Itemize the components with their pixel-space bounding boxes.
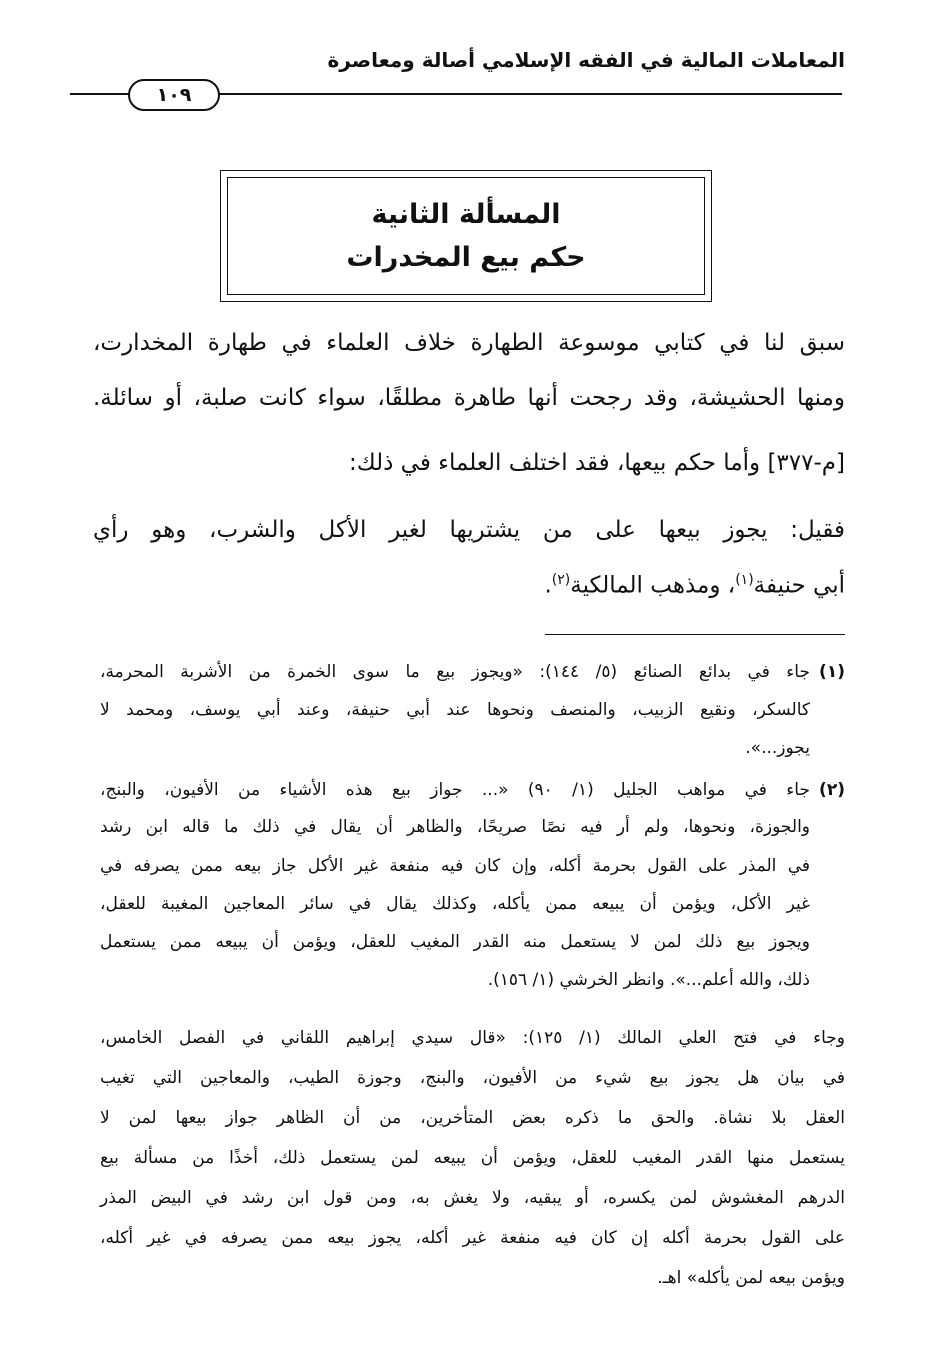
footnote-1-line-2: كالسكر، ونقيع الزبيب، والمنصف ونحوها عند أبي حنيفة، وعند أبي يوسف، ومحمد لا bbox=[100, 700, 810, 720]
footnote-separator bbox=[545, 634, 845, 635]
footnote-2-line-4: غير الأكل، ويؤمن أن يبيعه ممن يأكله، وكذلك يقال في سائر المعاجين المغيبة للعقل، bbox=[100, 894, 810, 914]
paragraph-2: [م-٣٧٧] وأما حكم بيعها، فقد اختلف العلماء في ذلك: bbox=[348, 450, 845, 476]
section-title-frame bbox=[220, 170, 712, 302]
footnote-2-marker: (٢) bbox=[819, 780, 845, 800]
paragraph-3-text-c: . bbox=[544, 572, 552, 599]
footnote-2-continuation-line-1: وجاء في فتح العلي المالك (١/ ١٢٥): «قال سيدي إبراهيم اللقاني في الفصل الخامس، bbox=[100, 1028, 846, 1048]
footnote-2-continuation-line-5: الدرهم المغشوش لمن يكسره، أو يبقيه، ولا يغش به، ومن قول ابن رشد في البيض المذر bbox=[100, 1188, 845, 1208]
footnote-2-continuation-line-7: ويؤمن بيعه لمن يأكله» اهـ. bbox=[657, 1268, 845, 1288]
footnote-1-line-3: يجوز...». bbox=[745, 738, 810, 758]
footnote-2-line-6: ذلك، والله أعلم...». وانظر الخرشي (١/ ١٥٦). bbox=[487, 970, 810, 990]
section-title-line-1: المسألة الثانية bbox=[371, 199, 561, 230]
section-title-inner-frame bbox=[227, 177, 705, 295]
footnote-2-continuation-line-4: يستعمل منها القدر المغيب للعقل، ويؤمن أن يبيعه لمن يستعمل ذلك، أخذًا من مسألة بيع bbox=[100, 1148, 845, 1168]
footnote-1-line-1: جاء في بدائع الصنائع (٥/ ١٤٤): «ويجوز بيع ما سوى الخمرة من الأشربة المحرمة، bbox=[100, 662, 810, 682]
page-number: ١٠٩ bbox=[128, 79, 220, 111]
section-title-line-2: حكم بيع المخدرات bbox=[346, 242, 586, 273]
paragraph-3-line-1: فقيل: يجوز بيعها على من يشتريها لغير الأكل والشرب، وهو رأي bbox=[93, 517, 845, 543]
footnote-2-line-3: في المذر على القول بحرمة أكله، وإن كان فيه منفعة غير الأكل جاز بيعه ممن يصرفه في bbox=[100, 856, 810, 876]
footnote-1-marker: (١) bbox=[819, 662, 845, 682]
footnote-2-continuation-line-6: على القول بحرمة أكله إن كان فيه منفعة غير أكله، يجوز بيعه ممن يصرفه في غير أكله، bbox=[100, 1228, 845, 1248]
paragraph-1-line-1: سبق لنا في كتابي موسوعة الطهارة خلاف العلماء في طهارة المخدارت، bbox=[93, 330, 845, 356]
paragraph-1-line-2: ومنها الحشيشة، وقد رجحت أنها طاهرة مطلقًا، سواء كانت صلبة، أو سائلة. bbox=[93, 385, 845, 411]
paragraph-3-text-b: ، ومذهب المالكية bbox=[570, 572, 736, 599]
paragraph-3-text-a: أبي حنيفة bbox=[753, 572, 845, 599]
footnote-ref-2[interactable]: (٢) bbox=[551, 572, 571, 588]
footnote-2-line-1: جاء في مواهب الجليل (١/ ٩٠) «... جواز بيع هذه الأشياء من الأفيون، والبنج، bbox=[100, 780, 810, 800]
footnote-2-line-5: ويجوز بيع ذلك لمن لا يستعمل منه القدر المغيب للعقل، ويؤمن أن يبيعه ممن يستعمل bbox=[100, 932, 810, 952]
footnote-2-line-2: والجوزة، ونحوها، ولم أر فيه نصًا صريحًا، والظاهر أن يقال في ذلك ما قاله ابن رشد bbox=[100, 817, 810, 837]
running-head-title: المعاملات المالية في الفقه الإسلامي أصالة ومعاصرة bbox=[327, 48, 845, 72]
footnote-2-continuation-line-2: في بيان هل يجوز بيع شيء من الأفيون، والبنج، وجوزة الطيب، والمعاجين التي تغيب bbox=[100, 1068, 845, 1088]
footnote-2-continuation-line-3: العقل بلا نشاة. والحق ما ذكره بعض المتأخرين، من أن الظاهر جواز بيعها لمن لا bbox=[100, 1108, 845, 1128]
footnote-ref-1[interactable]: (١) bbox=[735, 572, 754, 588]
paragraph-3-line-2 bbox=[93, 572, 845, 599]
